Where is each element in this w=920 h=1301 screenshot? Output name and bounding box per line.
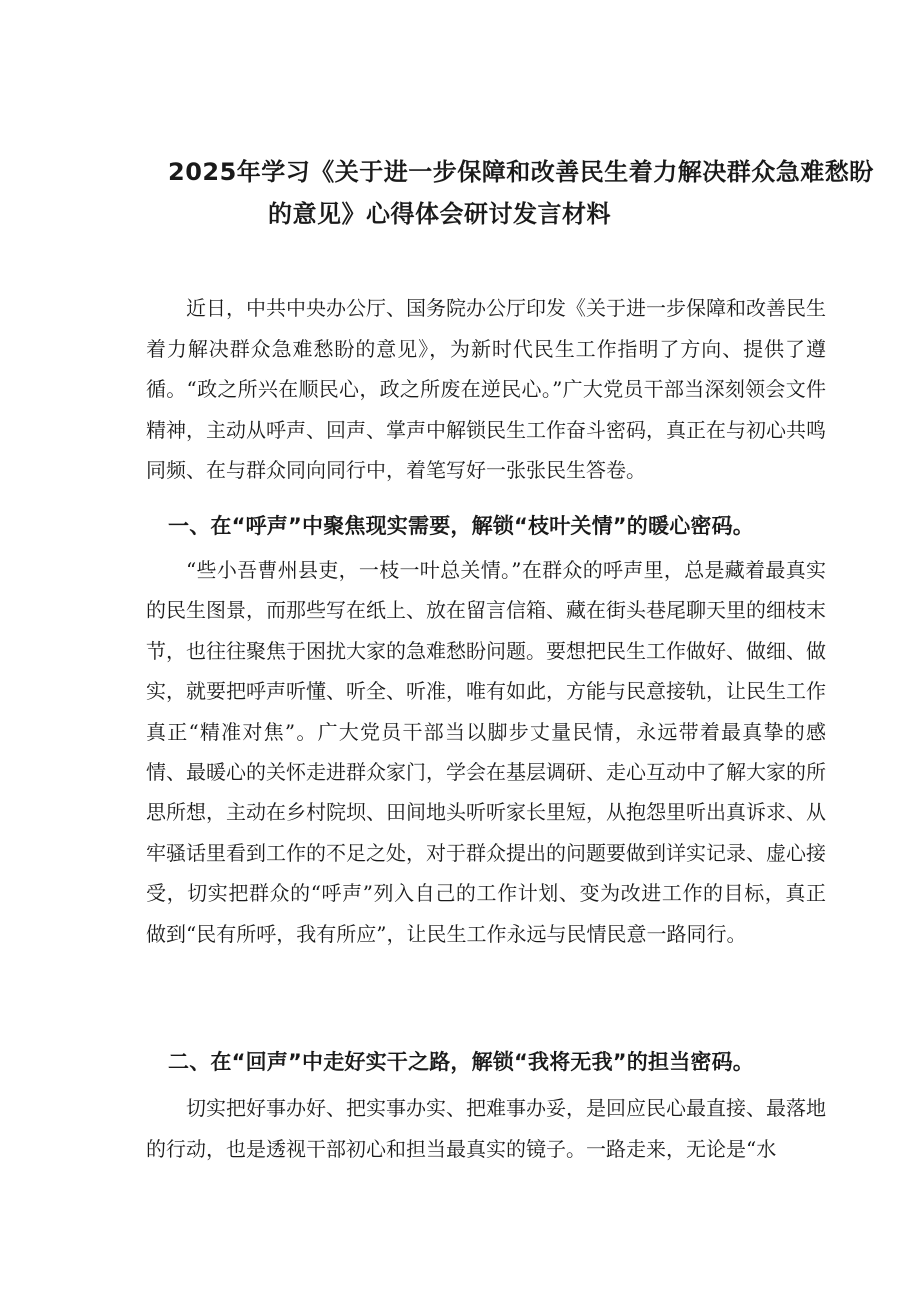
section-2-heading: 二、在“回声”中走好实干之路，解锁“我将无我”的担当密码。 — [168, 1050, 755, 1074]
intro-paragraph: 近日，中共中央办公厅、国务院办公厅印发《关于进一步保障和改善民生着力解决群众急难愁盼的意见》，为新时代民生工作指明了方向、提供了遵循。“政之所兴在顺民心，政之所废在逆民心。”广大党员干部当深刻领会文件精神，主动从呼声、回声、掌声中解锁民生工作奋斗密码，真正在与初心共鸣同频、在与群众同向同行中，着笔写好一张张民生答卷。 — [146, 296, 826, 482]
section-2-paragraph: 切实把好事办好、把实事办实、把难事办妥，是回应民心最直接、最落地的行动，也是透视干部初心和担当最真实的镜子。一路走来，无论是“水 — [146, 1096, 826, 1161]
section-1-paragraph: “些小吾曹州县吏，一枝一叶总关情。”在群众的呼声里，总是藏着最真实的民生图景，而那些写在纸上、放在留言信箱、藏在街头巷尾聊天里的细枝末节，也往往聚焦于困扰大家的急难愁盼问题。要想把民生工作做好、做细、做实，就要把呼声听懂、听全、听准，唯有如此，方能与民意接轨，让民生工作真正“精准对焦”。广大党员干部当以脚步丈量民情，永远带着最真挚的感情、最暖心的关怀走进群众家门，学会在基层调研、走心互动中了解大家的所思所想，主动在乡村院坝、田间地头听听家长里短，从抱怨里听出真诉求、从牢骚话里看到工作的不足之处，对于群众提出的问题要做到详实记录、虚心接受，切实把群众的“呼声”列入自己的工作计划、变为改进工作的目标，真正做到“民有所呼，我有所应”，让民生工作永远与民情民意一路同行。 — [146, 558, 826, 946]
document-title-line-1: 2025年学习《关于进一步保障和改善民生着力解决群众急难愁盼 — [168, 158, 874, 186]
section-1-heading: 一、在“呼声”中聚焦现实需要，解锁“枝叶关情”的暖心密码。 — [168, 514, 755, 538]
document-title-line-2: 的意见》心得体会研讨发言材料 — [268, 200, 611, 228]
